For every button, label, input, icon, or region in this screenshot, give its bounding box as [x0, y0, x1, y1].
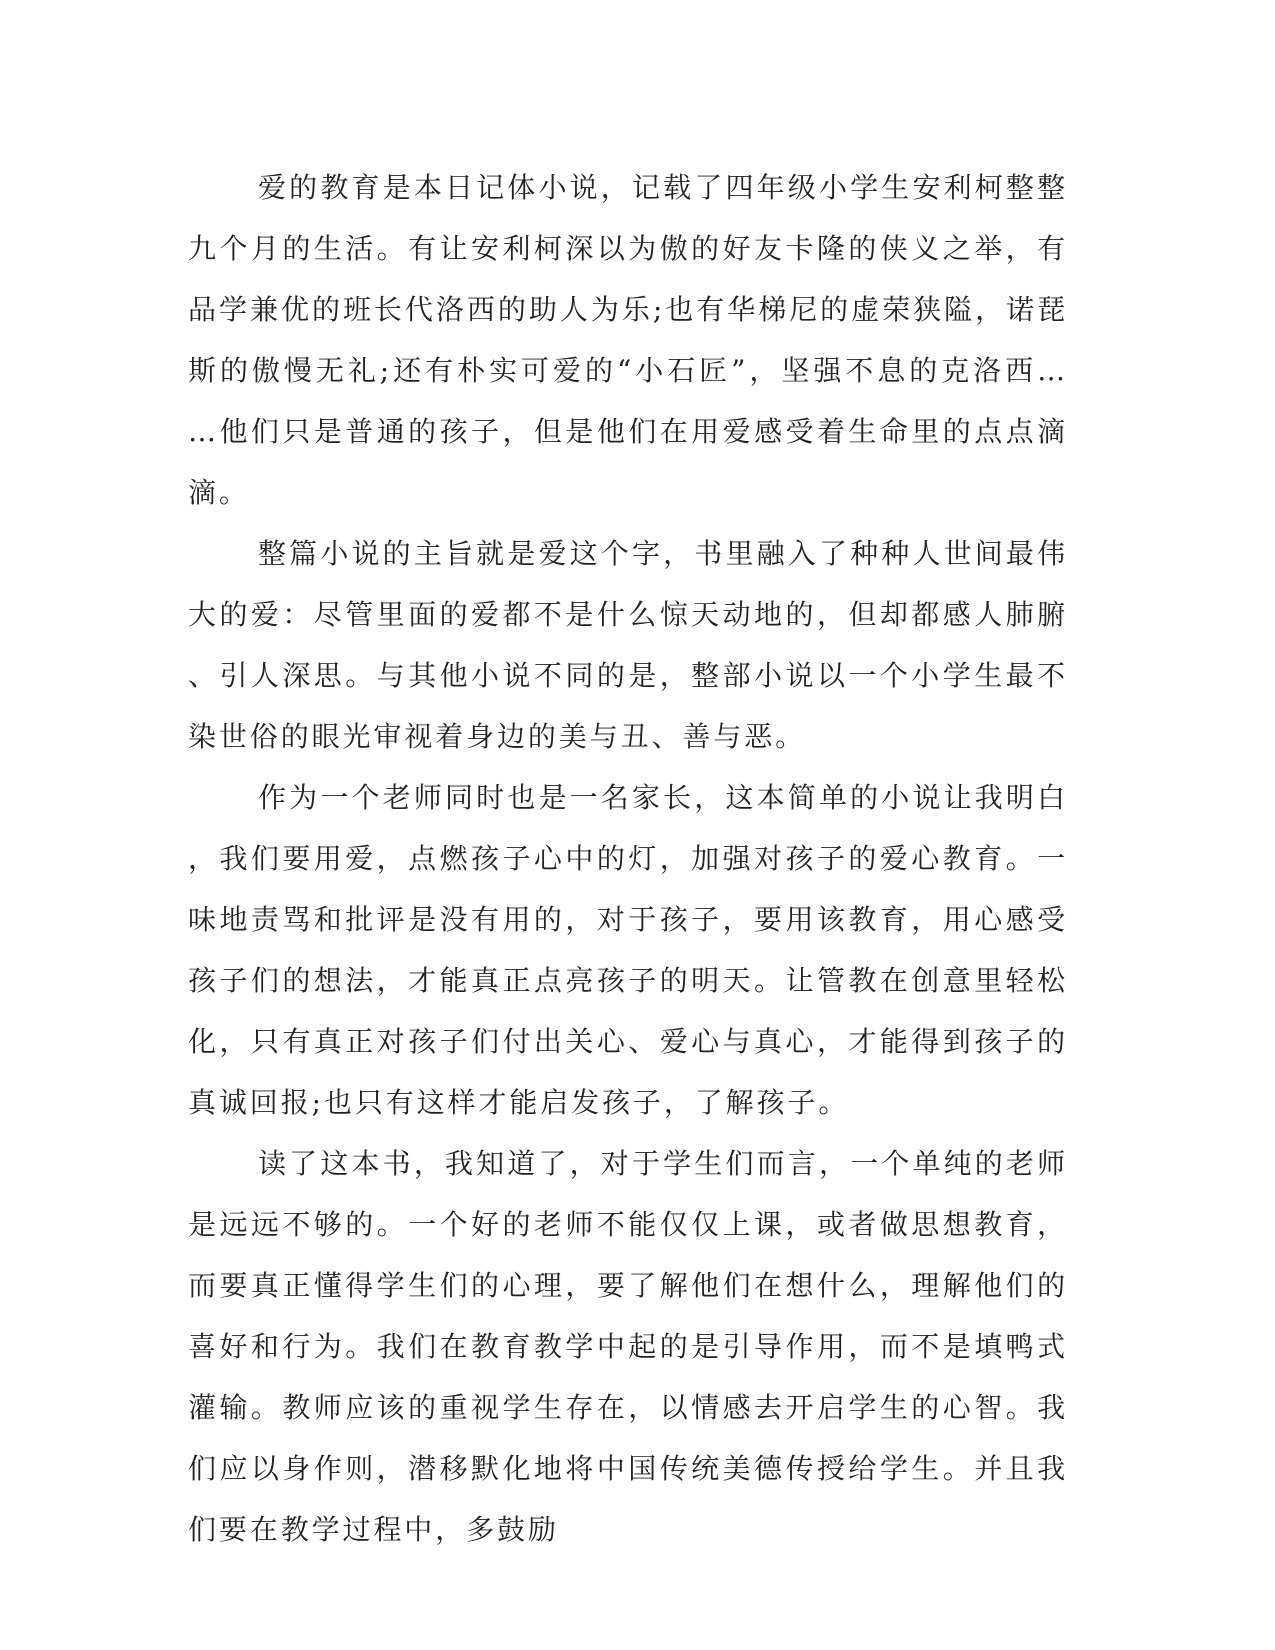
paragraph-2: 整篇小说的主旨就是爱这个字，书里融入了种种人世间最伟大的爱：尽管里面的爱都不是什么惊天动地的，但却都感人肺腑、引人深思。与其他小说不同的是，整部小说以一个小学生最不染世俗的眼光审视着身边的美与丑、善与恶。 [188, 537, 1068, 753]
paragraph-1: 爱的教育是本日记体小说，记载了四年级小学生安利柯整整九个月的生活。有让安利柯深以为傲的好友卡隆的侠义之举，有品学兼优的班长代洛西的助人为乐;也有华梯尼的虚荣狭隘，诺琵斯的傲慢无礼;还有朴实可爱的“小石匠”，坚强不息的克洛西……他们只是普通的孩子，但是他们在用爱感受着生命里的点点滴滴。 [188, 171, 1068, 509]
paragraph-4: 读了这本书，我知道了，对于学生们而言，一个单纯的老师是远远不够的。一个好的老师不能仅仅上课，或者做思想教育，而要真正懂得学生们的心理，要了解他们在想什么，理解他们的喜好和行为。我们在教育教学中起的是引导作用，而不是填鸭式灌输。教师应该的重视学生存在，以情感去开启学生的心智。我们应以身作则，潜移默化地将中国传统美德传授给学生。并且我们要在教学过程中，多鼓励 [188, 1147, 1068, 1546]
document-body [188, 157, 1068, 1560]
paragraph-3: 作为一个老师同时也是一名家长，这本简单的小说让我明白，我们要用爱，点燃孩子心中的灯，加强对孩子的爱心教育。一味地责骂和批评是没有用的，对于孩子，要用该教育，用心感受孩子们的想法，才能真正点亮孩子的明天。让管教在创意里轻松化，只有真正对孩子们付出关心、爱心与真心，才能得到孩子的真诚回报;也只有这样才能启发孩子，了解孩子。 [188, 781, 1068, 1119]
